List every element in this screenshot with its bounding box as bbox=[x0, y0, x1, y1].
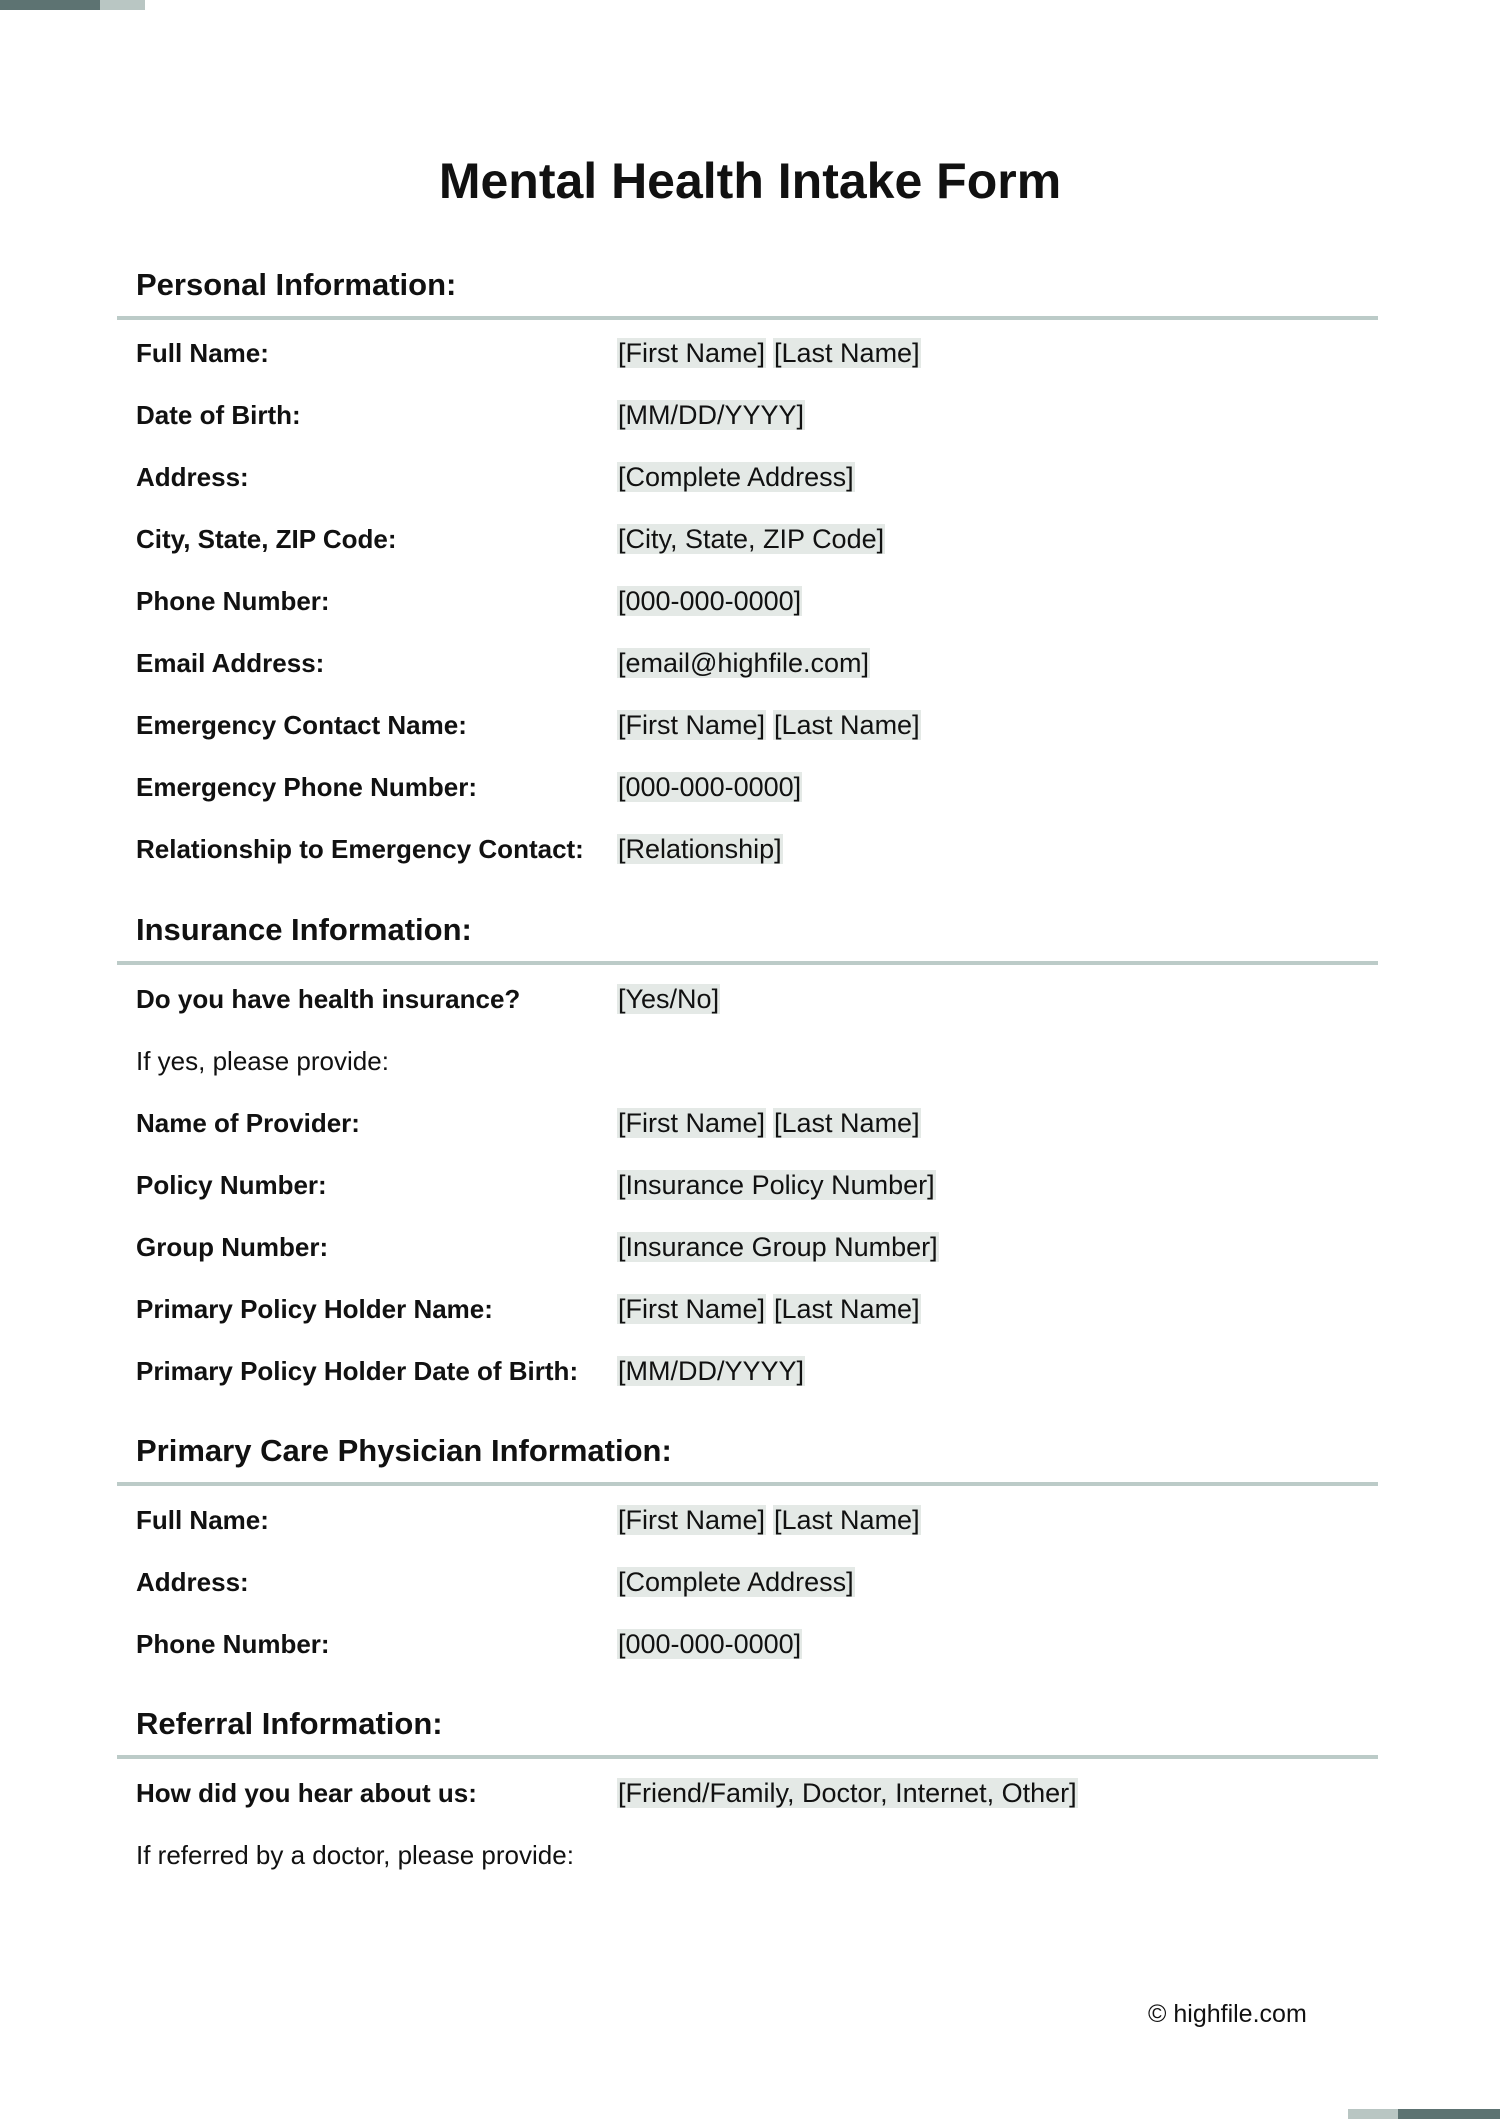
field-physician-address[interactable] bbox=[617, 1564, 855, 1600]
label-full-name: Full Name: bbox=[136, 338, 269, 368]
label-has-insurance: Do you have health insurance? bbox=[136, 984, 521, 1014]
page-title: Mental Health Intake Form bbox=[438, 153, 1062, 209]
label-policy-holder-name: Primary Policy Holder Name: bbox=[136, 1294, 493, 1324]
field-policy-holder-dob[interactable] bbox=[617, 1353, 805, 1389]
label-policy-holder-dob: Primary Policy Holder Date of Birth: bbox=[136, 1356, 579, 1386]
field-last-name[interactable]: [Last Name] bbox=[774, 710, 920, 740]
label-referral-source: How did you hear about us: bbox=[136, 1778, 477, 1808]
field-first-name[interactable]: [First Name] bbox=[618, 1108, 766, 1138]
field-value[interactable]: [email@highfile.com] bbox=[618, 648, 870, 678]
field-physician-full-name[interactable] bbox=[617, 1502, 921, 1538]
section-title-referral: Referral Information: bbox=[136, 1706, 443, 1741]
corner-accent-light bbox=[1348, 2109, 1398, 2119]
corner-accent-dark bbox=[0, 0, 100, 10]
field-last-name[interactable]: [Last Name] bbox=[774, 1108, 920, 1138]
field-relationship[interactable] bbox=[617, 831, 783, 867]
field-policy-number[interactable] bbox=[617, 1167, 936, 1203]
section-title-physician: Primary Care Physician Information: bbox=[136, 1433, 672, 1468]
field-group-number[interactable] bbox=[617, 1229, 939, 1265]
field-phone-number[interactable] bbox=[617, 583, 802, 619]
field-value[interactable]: [Insurance Group Number] bbox=[618, 1232, 938, 1262]
field-value[interactable]: [Friend/Family, Doctor, Internet, Other] bbox=[618, 1778, 1077, 1808]
label-email-address: Email Address: bbox=[136, 648, 325, 678]
label-date-of-birth: Date of Birth: bbox=[136, 400, 301, 430]
field-last-name[interactable]: [Last Name] bbox=[774, 1294, 920, 1324]
label-relationship: Relationship to Emergency Contact: bbox=[136, 834, 584, 864]
field-physician-phone[interactable] bbox=[617, 1626, 802, 1662]
field-value[interactable]: [MM/DD/YYYY] bbox=[618, 1356, 805, 1386]
label-city-state-zip: City, State, ZIP Code: bbox=[136, 524, 397, 554]
field-value[interactable]: [Yes/No] bbox=[618, 984, 720, 1014]
field-email-address[interactable] bbox=[617, 645, 870, 681]
label-provider-name: Name of Provider: bbox=[136, 1108, 360, 1138]
section-divider bbox=[117, 316, 1378, 320]
field-first-name[interactable]: [First Name] bbox=[618, 338, 766, 368]
field-first-name[interactable]: [First Name] bbox=[618, 1505, 766, 1535]
field-provider-name[interactable] bbox=[617, 1105, 921, 1141]
field-value[interactable]: [000-000-0000] bbox=[618, 772, 802, 802]
field-value[interactable]: [000-000-0000] bbox=[618, 1629, 802, 1659]
footer-copyright: © highfile.com bbox=[1148, 2000, 1307, 2028]
label-policy-number: Policy Number: bbox=[136, 1170, 327, 1200]
field-value[interactable]: [City, State, ZIP Code] bbox=[618, 524, 885, 554]
field-policy-holder-name[interactable] bbox=[617, 1291, 921, 1327]
label-physician-phone: Phone Number: bbox=[136, 1629, 330, 1659]
insurance-note: If yes, please provide: bbox=[136, 1046, 389, 1076]
label-emergency-contact-name: Emergency Contact Name: bbox=[136, 710, 467, 740]
label-physician-full-name: Full Name: bbox=[136, 1505, 269, 1535]
field-address[interactable] bbox=[617, 459, 855, 495]
section-divider bbox=[117, 1755, 1378, 1759]
label-phone-number: Phone Number: bbox=[136, 586, 330, 616]
field-has-insurance[interactable] bbox=[617, 981, 720, 1017]
field-last-name[interactable]: [Last Name] bbox=[774, 338, 920, 368]
field-full-name[interactable] bbox=[617, 335, 921, 371]
field-value[interactable]: [Relationship] bbox=[618, 834, 782, 864]
field-value[interactable]: [000-000-0000] bbox=[618, 586, 802, 616]
field-emergency-phone-number[interactable] bbox=[617, 769, 802, 805]
section-title-personal: Personal Information: bbox=[136, 267, 457, 302]
label-group-number: Group Number: bbox=[136, 1232, 329, 1262]
field-first-name[interactable]: [First Name] bbox=[618, 710, 766, 740]
field-date-of-birth[interactable] bbox=[617, 397, 805, 433]
label-physician-address: Address: bbox=[136, 1567, 249, 1597]
field-emergency-contact-name[interactable] bbox=[617, 707, 921, 743]
section-divider bbox=[117, 1482, 1378, 1486]
field-referral-source[interactable] bbox=[617, 1775, 1078, 1811]
field-last-name[interactable]: [Last Name] bbox=[774, 1505, 920, 1535]
corner-accent-light bbox=[100, 0, 145, 10]
field-value[interactable]: [MM/DD/YYYY] bbox=[618, 400, 805, 430]
field-city-state-zip[interactable] bbox=[617, 521, 885, 557]
label-address: Address: bbox=[136, 462, 249, 492]
corner-accent-dark bbox=[1398, 2109, 1500, 2119]
label-emergency-phone-number: Emergency Phone Number: bbox=[136, 772, 477, 802]
section-title-insurance: Insurance Information: bbox=[136, 912, 472, 947]
field-value[interactable]: [Complete Address] bbox=[618, 462, 854, 492]
field-first-name[interactable]: [First Name] bbox=[618, 1294, 766, 1324]
section-divider bbox=[117, 961, 1378, 965]
field-value[interactable]: [Complete Address] bbox=[618, 1567, 854, 1597]
referral-note: If referred by a doctor, please provide: bbox=[136, 1840, 574, 1870]
field-value[interactable]: [Insurance Policy Number] bbox=[618, 1170, 935, 1200]
